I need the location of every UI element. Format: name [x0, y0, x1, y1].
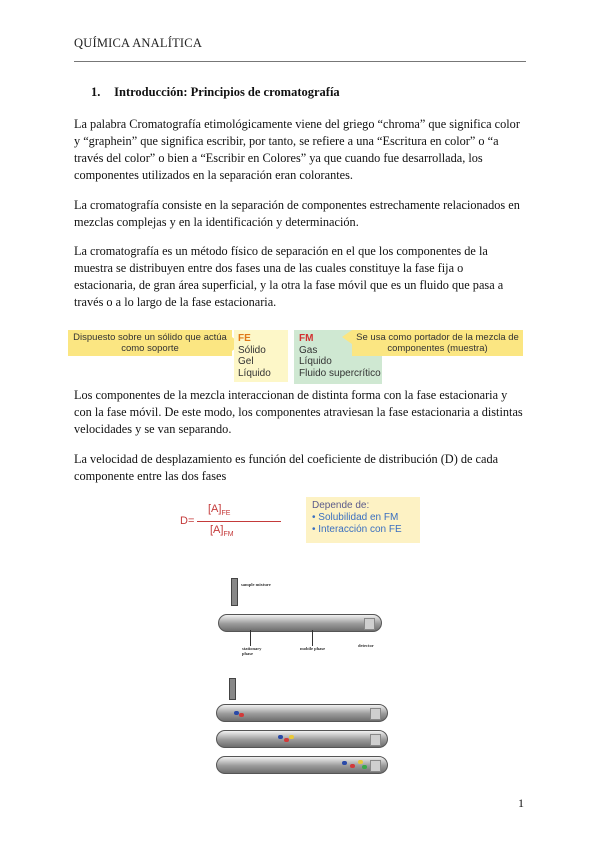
sample-band	[284, 738, 289, 742]
sample-band	[362, 765, 367, 769]
depends-item: • Interacción con FE	[312, 524, 402, 535]
fm-item: Fluido supercrítico	[299, 367, 381, 379]
detector-cap	[370, 760, 381, 772]
syringe-icon	[229, 678, 236, 700]
detector-cap	[370, 734, 381, 746]
fraction-bar	[197, 521, 281, 522]
section-heading	[91, 85, 340, 100]
detector-label: detector	[358, 643, 374, 648]
formula-lhs: D=	[180, 515, 195, 527]
paragraph-interaction: Los componentes de la mezcla interaccionan de distinta forma con la fase estacionaria y con la fase móvil. De este modo, los componentes atraviesan la fase estacionaria a distintas velocidades y se van separando.	[74, 388, 523, 436]
arrow-left-icon	[342, 330, 352, 344]
depends-title: Depende de:	[312, 500, 370, 511]
paragraph-etymology: La palabra Cromatografía etimológicamente viene del griego “chroma” que significa color y “graphein” que significa escribir, por tanto, se refiere a una “Escritura en color” o “a través del color” o bien a “Escribir en Colores” ya que cuando fue desarrollada, los componentes utilizados en la separación eran colorantes.	[74, 117, 520, 182]
syringe-icon	[231, 578, 238, 606]
fe-item: Líquido	[238, 367, 271, 379]
paragraph-phases: La cromatografía es un método físico de separación en el que los componentes de la muestra se distribuyen entre dos fases una de las cuales constituye la fase fija o estacionaria, de gran área superficial, y la otra la fase móvil que es un fluido que pasa a través o a lo largo de la fase estacionaria.	[74, 244, 504, 309]
mobile-label: mobile phase	[300, 646, 326, 651]
paragraph-velocity: La velocidad de desplazamiento es función del coeficiente de distribución (D) de cada componente entre las dos fases	[74, 452, 499, 483]
pointer-line	[250, 630, 251, 646]
stationary-phase-note: Dispuesto sobre un sólido que actúa como soporte	[68, 330, 232, 356]
sample-label: sample mixture	[241, 582, 271, 587]
fe-item: Gel	[238, 356, 254, 367]
detector-cap	[370, 708, 381, 720]
formula-denominator: $[A]_{FM}$	[210, 524, 234, 539]
depends-box	[306, 497, 420, 543]
depends-item: • Solubilidad en FM	[312, 512, 399, 523]
header-divider	[74, 61, 526, 62]
fm-item: Gas	[299, 344, 318, 356]
stationary-label: stationary phase	[242, 646, 262, 656]
page-number: 1	[518, 796, 524, 810]
fe-label: FE	[238, 333, 251, 344]
section-title: Introducción: Principios de cromatografía	[114, 85, 340, 99]
paragraph-definition: La cromatografía consiste en la separación de componentes estrechamente relacionados en mezclas complejas y en la identificación y determinación.	[74, 198, 520, 229]
section-number: 1.	[91, 85, 101, 99]
fm-item: Líquido	[299, 356, 332, 367]
sample-band	[239, 713, 244, 717]
distribution-coefficient-formula	[180, 503, 290, 541]
sample-band	[358, 760, 363, 764]
sample-band	[289, 735, 294, 739]
column-tube	[216, 730, 388, 748]
stationary-phase-box	[234, 330, 288, 382]
fe-item: Sólido	[238, 344, 266, 356]
sample-band	[350, 764, 355, 768]
sample-band	[278, 735, 283, 739]
sample-band	[342, 761, 347, 765]
phases-figure	[68, 326, 523, 384]
fm-label: FM	[299, 333, 314, 344]
formula-numerator: $[A]_{FE}$	[208, 503, 231, 518]
pointer-line	[312, 630, 313, 646]
chromatography-column-diagram	[212, 574, 402, 774]
detector-cap	[364, 618, 375, 630]
column-tube	[218, 614, 382, 632]
header-title: QUÍMICA ANALÍTICA	[74, 36, 203, 50]
mobile-phase-note: Se usa como portador de la mezcla de componentes (muestra)	[352, 330, 523, 356]
